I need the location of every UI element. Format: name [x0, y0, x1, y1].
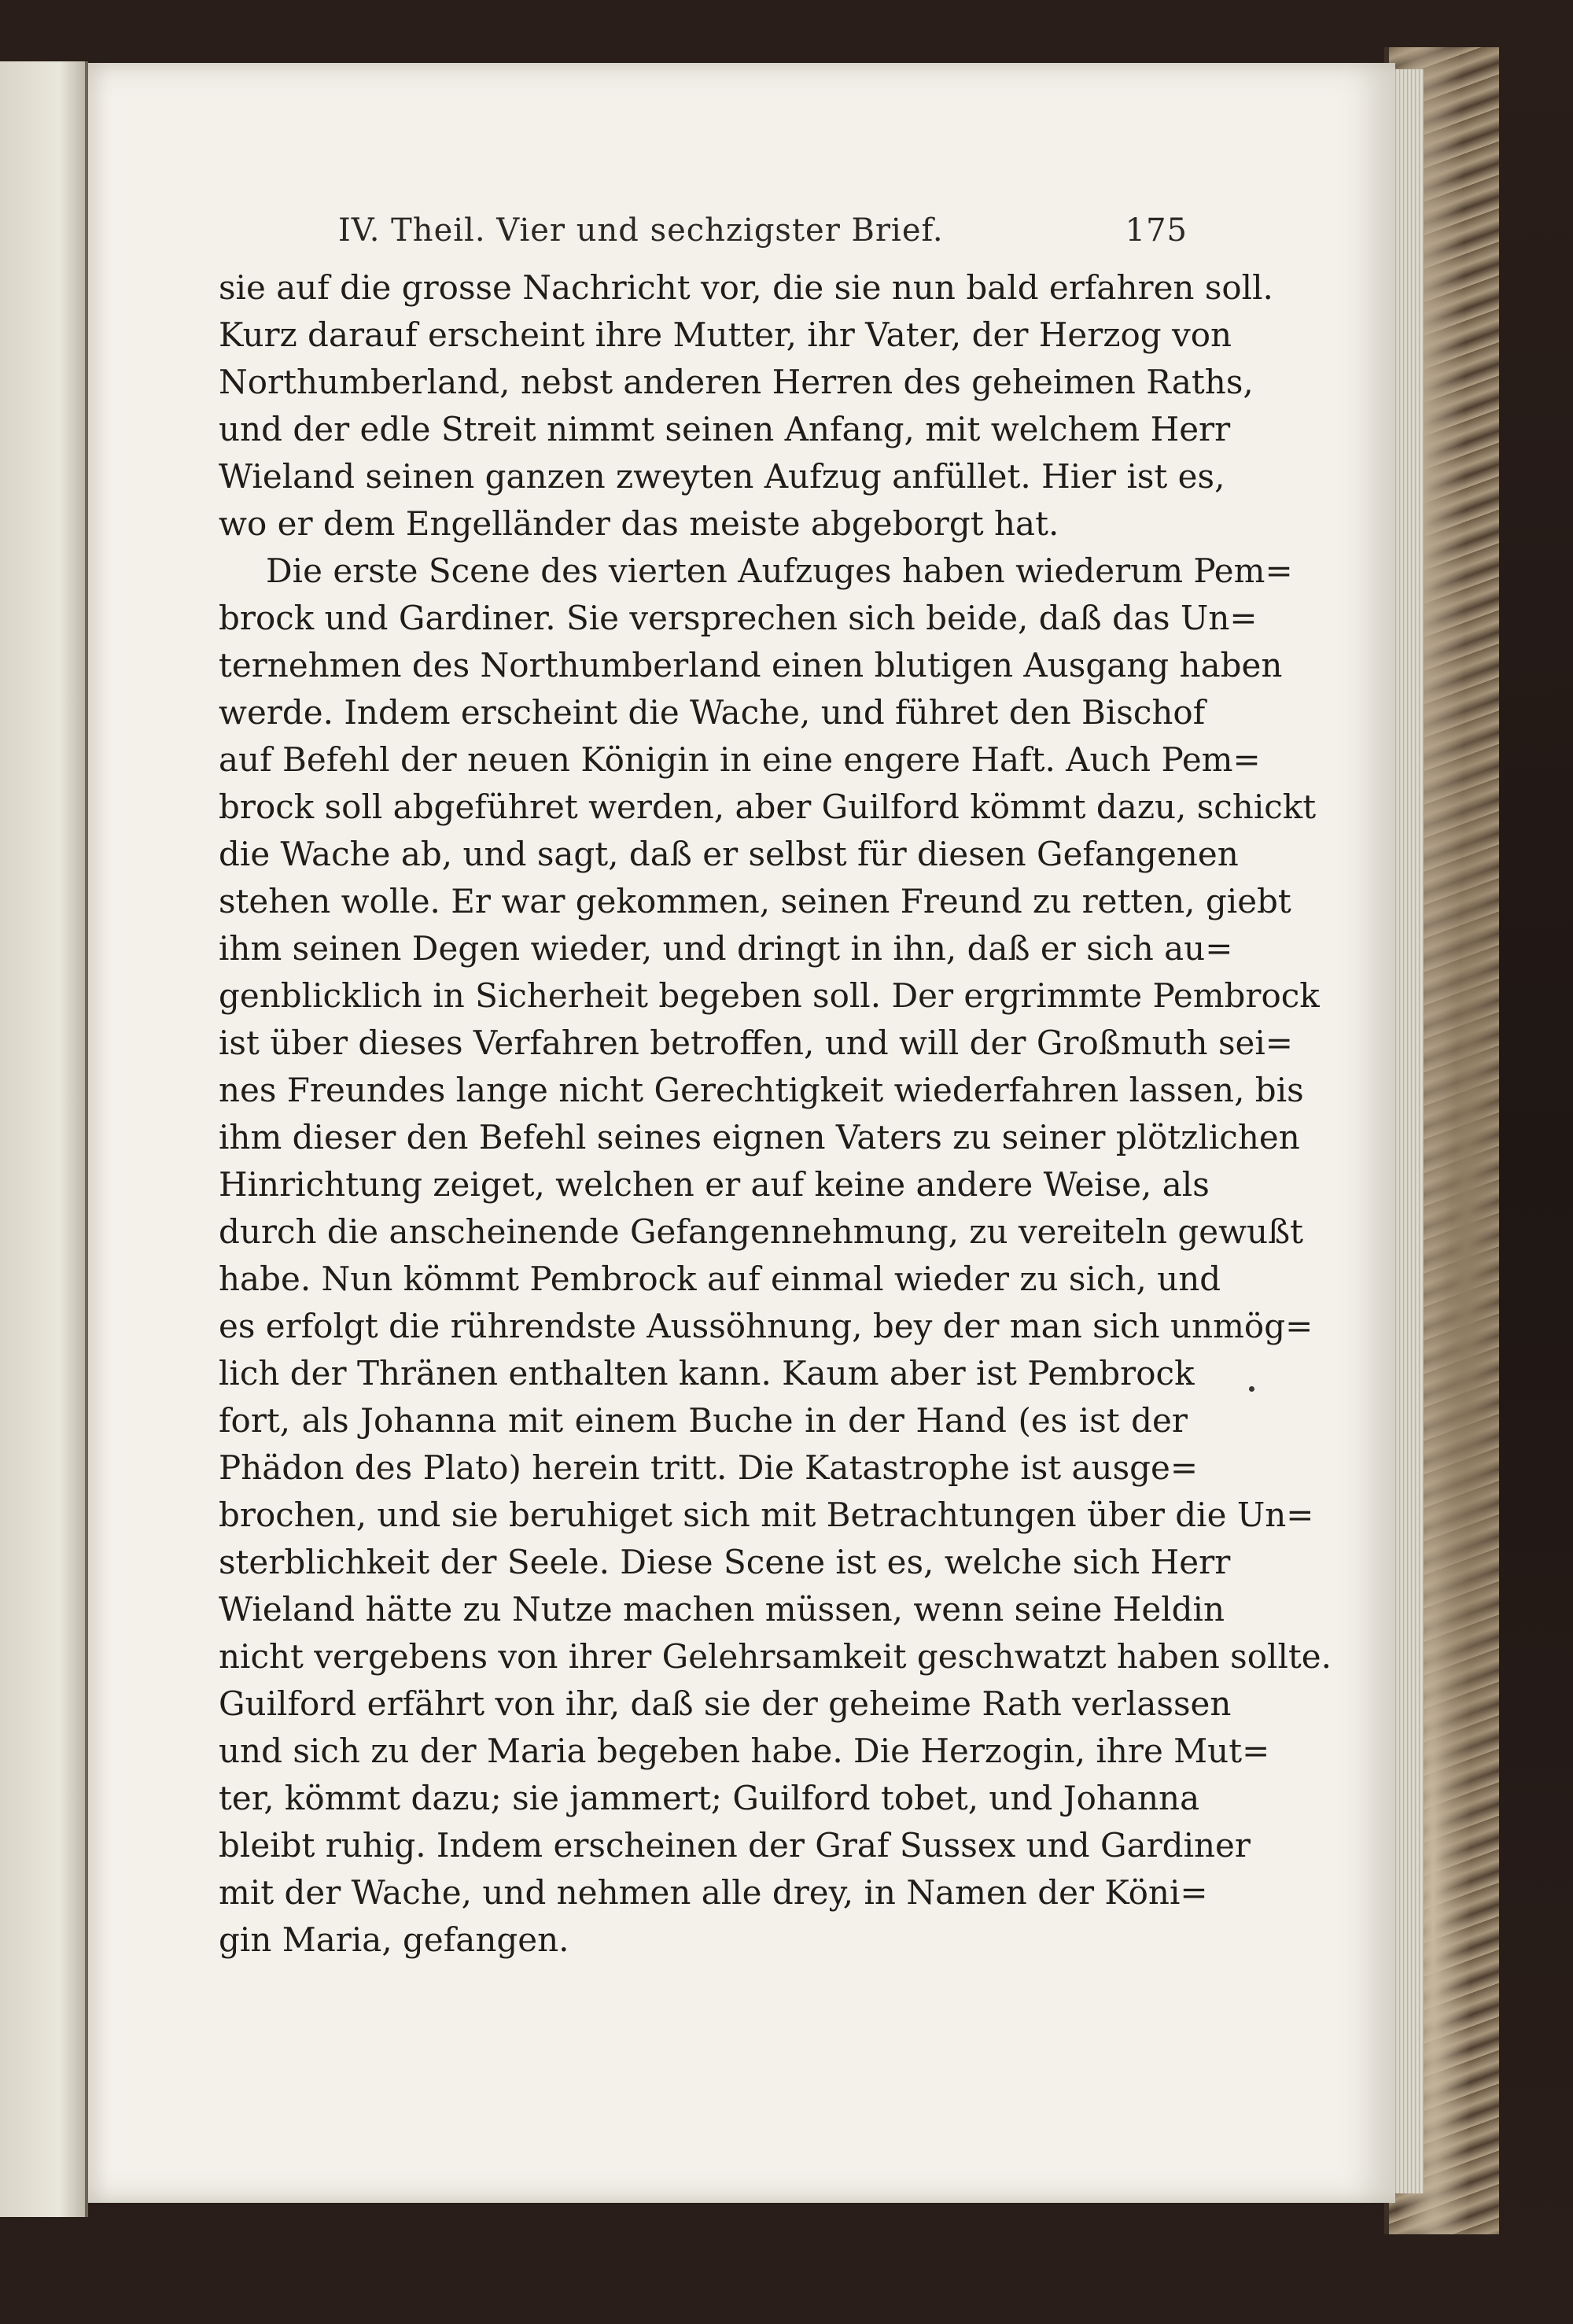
text-line: habe. Nun kömmt Pembrock auf einmal wieder zu sich, und	[219, 1260, 1221, 1298]
running-title: IV. Theil. Vier und sechzigster Brief.	[338, 212, 944, 249]
text-line: nicht vergebens von ihrer Gelehrsamkeit geschwatzt haben sollte.	[219, 1637, 1332, 1676]
text-line: brock soll abgeführet werden, aber Guilford kömmt dazu, schickt	[219, 788, 1317, 826]
text-line: Hinrichtung zeiget, welchen er auf keine andere Weise, als	[219, 1165, 1210, 1204]
text-line: brochen, und sie beruhiget sich mit Betrachtungen über die Un=	[219, 1496, 1314, 1534]
text-line: und sich zu der Maria begeben habe. Die Herzogin, ihre Mut=	[219, 1732, 1270, 1770]
facing-page-edge	[0, 61, 88, 2217]
text-line: Wieland hätte zu Nutze machen müssen, wenn seine Heldin	[219, 1590, 1225, 1629]
text-line: durch die anscheinende Gefangennehmung, zu vereiteln gewußt	[219, 1212, 1304, 1251]
text-line: und der edle Streit nimmt seinen Anfang, mit welchem Herr	[219, 410, 1231, 448]
text-line: Die erste Scene des vierten Aufzuges haben wiederum Pem=	[266, 551, 1293, 590]
text-line: Wieland seinen ganzen zweyten Aufzug anfüllet. Hier ist es,	[219, 457, 1225, 496]
text-line: lich der Thränen enthalten kann. Kaum aber ist Pembrock	[219, 1354, 1195, 1393]
text-line: auf Befehl der neuen Königin in eine engere Haft. Auch Pem=	[219, 740, 1261, 779]
text-line: nes Freundes lange nicht Gerechtigkeit wiederfahren lassen, bis	[219, 1071, 1304, 1109]
text-line: Phädon des Plato) herein tritt. Die Katastrophe ist ausge=	[219, 1448, 1199, 1487]
text-line: ist über dieses Verfahren betroffen, und will der Großmuth sei=	[219, 1024, 1293, 1062]
text-line: die Wache ab, und sagt, daß er selbst für diesen Gefangenen	[219, 835, 1239, 873]
text-line: sie auf die grosse Nachricht vor, die sie nun bald erfahren soll.	[219, 268, 1273, 307]
text-line: genblicklich in Sicherheit begeben soll. Der ergrimmte Pembrock	[219, 976, 1320, 1015]
text-line: fort, als Johanna mit einem Buche in der Hand (es ist der	[219, 1401, 1188, 1440]
text-line: stehen wolle. Er war gekommen, seinen Freund zu retten, giebt	[219, 882, 1291, 920]
text-line: werde. Indem erscheint die Wache, und führet den Bischof	[219, 693, 1206, 732]
text-line: Kurz darauf erscheint ihre Mutter, ihr Vater, der Herzog von	[219, 315, 1232, 354]
text-line: ihm seinen Degen wieder, und dringt in ihn, daß er sich au=	[219, 929, 1233, 968]
running-header	[338, 212, 1188, 260]
text-line: bleibt ruhig. Indem erscheinen der Graf Sussex und Gardiner	[219, 1826, 1251, 1865]
text-line: ihm dieser den Befehl seines eignen Vaters zu seiner plötzlichen	[219, 1118, 1300, 1156]
body-text	[219, 264, 1332, 1964]
text-line: wo er dem Engelländer das meiste abgeborgt hat.	[219, 504, 1059, 543]
text-line: Guilford erfährt von ihr, daß sie der geheime Rath verlassen	[219, 1684, 1232, 1723]
text-line: mit der Wache, und nehmen alle drey, in Namen der Köni=	[219, 1873, 1208, 1912]
text-line: gin Maria, gefangen.	[219, 1920, 569, 1959]
text-line: ter, kömmt dazu; sie jammert; Guilford tobet, und Johanna	[219, 1779, 1200, 1817]
text-line: ternehmen des Northumberland einen blutigen Ausgang haben	[219, 646, 1283, 684]
text-line: Northumberland, nebst anderen Herren des geheimen Raths,	[219, 363, 1254, 401]
text-line: es erfolgt die rührendste Aussöhnung, bey der man sich unmög=	[219, 1307, 1313, 1345]
page-number: 175	[1125, 212, 1188, 249]
text-line: sterblichkeit der Seele. Diese Scene ist es, welche sich Herr	[219, 1543, 1231, 1581]
page-edge-stack	[1392, 69, 1424, 2193]
margin-speck	[1249, 1386, 1254, 1392]
text-line: brock und Gardiner. Sie versprechen sich beide, daß das Un=	[219, 599, 1258, 637]
